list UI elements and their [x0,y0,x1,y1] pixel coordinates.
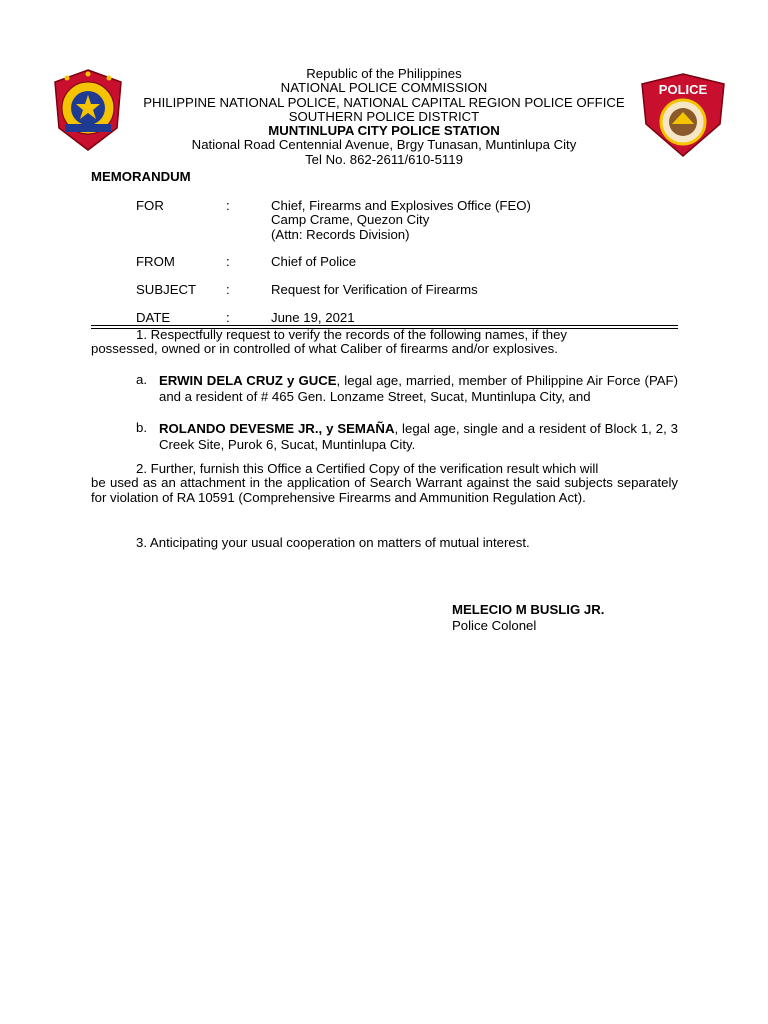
paragraph-2-line-1: 2. Further, furnish this Office a Certified Copy of the verification result which will [136,461,599,476]
letterhead-line-napolcom: NATIONAL POLICE COMMISSION [280,80,488,96]
subject-label: SUBJECT [136,282,197,297]
letterhead-line-address: National Road Centennial Avenue, Brgy Tunasan, Muntinlupa City [191,137,577,153]
police-logo-text: POLICE [658,82,708,97]
list-item-letter-a: a. [136,372,147,387]
for-line-1: Chief, Firearms and Explosives Office (FEO) [271,198,531,213]
signatory-name: MELECIO M BUSLIG JR. [452,602,605,617]
memo-title: MEMORANDUM [91,169,191,184]
letterhead-line-district: SOUTHERN POLICE DISTRICT [288,108,480,124]
letterhead-line-station: MUNTINLUPA CITY POLICE STATION [268,123,500,139]
list-item-a-text [159,373,678,405]
date-colon: : [226,310,230,325]
for-label: FOR [136,198,164,213]
paragraph-1-line-2: possessed, owned or in controlled of what Caliber of firearms and/or explosives. [91,341,558,357]
subject-name-a: ERWIN DELA CRUZ y GUCE [159,373,337,388]
paragraph-2 [91,462,678,505]
for-line-2: Camp Crame, Quezon City [271,212,430,228]
date-value: June 19, 2021 [271,310,355,325]
subject-colon: : [226,282,230,297]
letterhead [100,67,668,167]
list-item-b-details: , legal age, single and a resident of Block 1, 2, 3 Creek Site, Purok 6, Sucat, Muntinlupa City. [159,421,678,452]
subject-value: Request for Verification of Firearms [271,282,478,297]
letterhead-line-republic: Republic of the Philippines [306,66,462,81]
date-label: DATE [136,310,171,325]
for-line-3: (Attn: Records Division) [271,226,410,242]
list-item-a-details: , legal age, married, member of Philippine Air Force (PAF) and a resident of # 465 Gen. Lonzame Street, Sucat, Muntinlupa City, and [159,373,678,404]
letterhead-line-tel: Tel No. 862-2611/610-5119 [305,151,463,167]
subject-name-b: ROLANDO DEVESME JR., y SEMAÑA [159,421,395,436]
list-item-letter-b: b. [136,420,147,435]
for-colon: : [226,198,230,213]
from-value: Chief of Police [271,254,357,269]
from-colon: : [226,254,230,269]
signatory-rank: Police Colonel [452,618,537,633]
paragraph-1 [91,328,678,357]
for-value [271,199,531,242]
letterhead-line-pnp: PHILIPPINE NATIONAL POLICE, NATIONAL CAPITAL REGION POLICE OFFICE [143,94,625,110]
paragraph-2-rest: be used as an attachment in the application of Search Warrant against the said subjects separately for violation of RA 10591 (Comprehensive Firearms and Ammunition Regulation Act). [91,475,678,505]
paragraph-1-line-1: 1. Respectfully request to verify the records of the following names, if they [136,327,568,342]
paragraph-3: 3. Anticipating your usual cooperation on matters of mutual interest. [136,535,530,550]
from-label: FROM [136,254,175,269]
list-item-b-text [159,421,678,453]
divider-rule-top [91,325,678,326]
